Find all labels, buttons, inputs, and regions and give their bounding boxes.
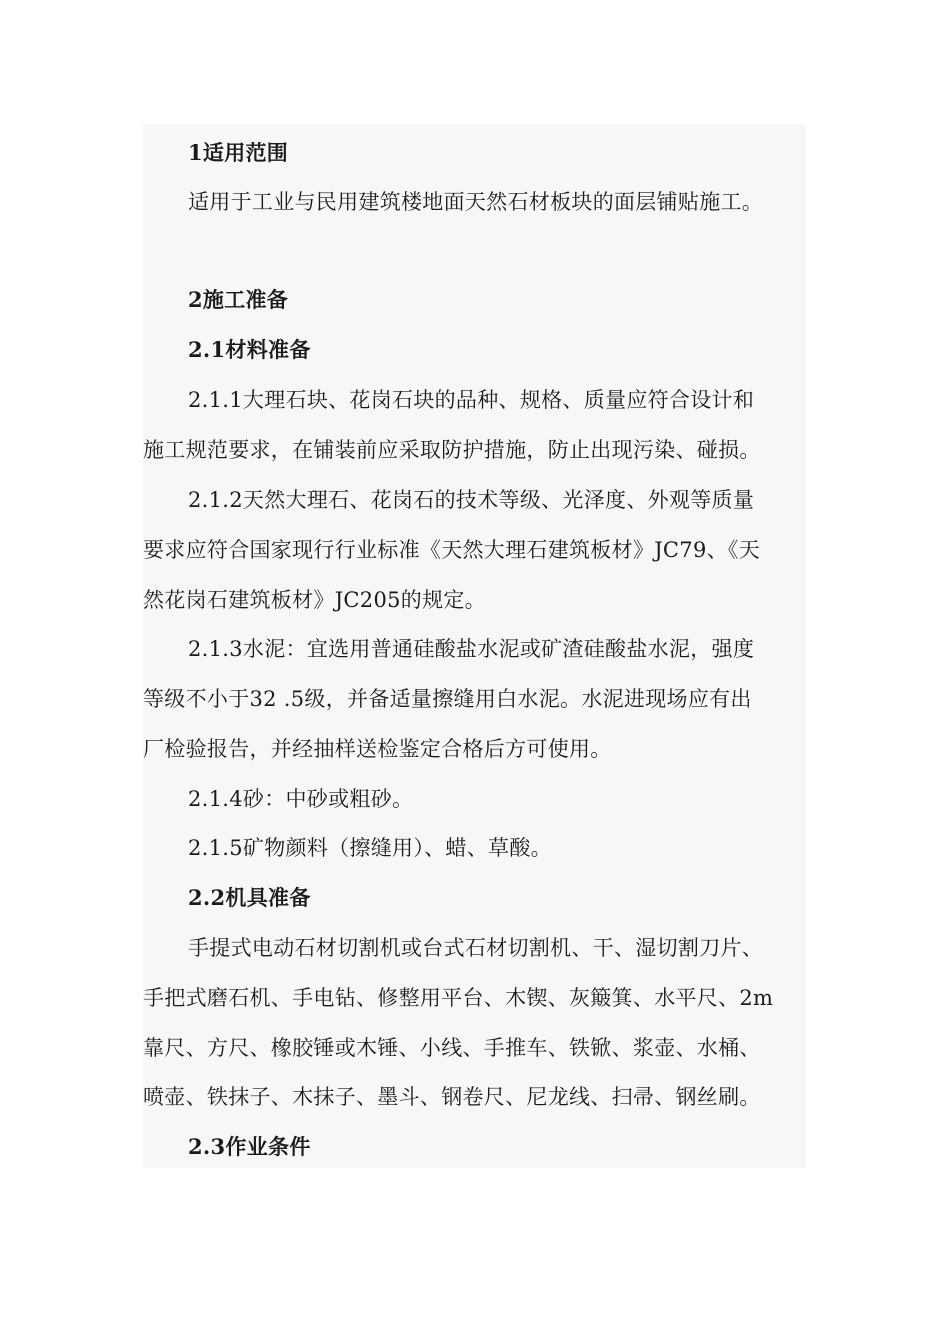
heading-scope: 1适用范围 <box>188 140 289 165</box>
heading-materials: 2.1材料准备 <box>188 337 311 362</box>
paragraph-line: 适用于工业与民用建筑楼地面天然石材板块的面层铺贴施工。 <box>188 190 764 214</box>
document-page <box>143 124 806 1168</box>
paragraph-line: 等级不小于32 .5级，并备适量擦缝用白水泥。水泥进现场应有出 <box>143 687 752 711</box>
paragraph-line: 要求应符合国家现行行业标准《天然大理石建筑板材》JC79、《天 <box>143 538 761 562</box>
paragraph-line: 2.1.2天然大理石、花岗石的技术等级、光泽度、外观等质量 <box>188 488 755 512</box>
paragraph-line: 施工规范要求，在铺装前应采取防护措施，防止出现污染、碰损。 <box>143 438 761 462</box>
paragraph-line: 靠尺、方尺、橡胶锤或木锤、小线、手推车、铁锨、浆壶、水桶、 <box>143 1036 761 1060</box>
paragraph-line: 手把式磨石机、手电钻、修整用平台、木锲、灰簸箕、水平尺、2m <box>143 986 774 1010</box>
paragraph-line: 2.1.3水泥：宜选用普通硅酸盐水泥或矿渣硅酸盐水泥，强度 <box>188 637 755 661</box>
paragraph-line: 2.1.1大理石块、花岗石块的品种、规格、质量应符合设计和 <box>188 388 755 412</box>
paragraph-line: 然花岗石建筑板材》JC205的规定。 <box>143 588 486 612</box>
paragraph-line: 喷壶、铁抹子、木抹子、墨斗、钢卷尺、尼龙线、扫帚、钢丝刷。 <box>143 1085 761 1109</box>
paragraph-line: 2.1.5矿物颜料（擦缝用）、蜡、草酸。 <box>188 836 552 860</box>
paragraph-line: 厂检验报告，并经抽样送检鉴定合格后方可使用。 <box>143 737 612 761</box>
heading-conditions: 2.3作业条件 <box>188 1134 311 1159</box>
paragraph-line: 2.1.4砂：中砂或粗砂。 <box>188 787 414 811</box>
heading-preparation: 2施工准备 <box>188 287 289 312</box>
heading-tools: 2.2机具准备 <box>188 885 311 910</box>
paragraph-line: 手提式电动石材切割机或台式石材切割机、干、湿切割刀片、 <box>188 936 764 960</box>
